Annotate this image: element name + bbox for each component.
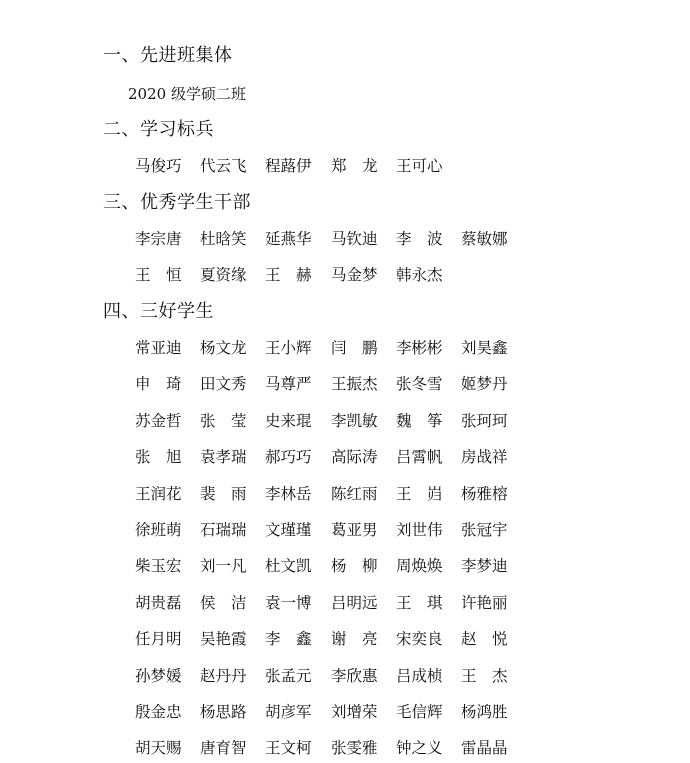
name-row	[135, 556, 555, 576]
student-name: 钟之义	[396, 739, 443, 757]
student-name: 王润花	[135, 485, 182, 503]
student-name: 杨鸿胜	[461, 703, 508, 721]
student-name: 张珂珂	[461, 412, 508, 430]
student-name: 代云飞	[200, 157, 247, 175]
student-name: 刘昊鑫	[461, 339, 508, 357]
student-name: 田文秀	[200, 375, 247, 393]
student-name: 郝巧巧	[265, 448, 312, 466]
name-row	[135, 447, 555, 467]
student-name: 姬梦丹	[461, 375, 508, 393]
student-name: 李彬彬	[396, 339, 443, 357]
student-name: 王 岿	[396, 485, 443, 503]
student-name: 张冬雪	[396, 375, 443, 393]
student-name: 刘世伟	[396, 521, 443, 539]
student-name: 史来琨	[265, 412, 312, 430]
student-name: 柴玉宏	[135, 557, 182, 575]
student-name: 张 旭	[135, 448, 182, 466]
name-row	[135, 338, 555, 358]
student-name: 韩永杰	[396, 266, 443, 284]
section-heading-study-model: 二、学习标兵	[103, 119, 214, 140]
student-name: 魏 筝	[396, 412, 443, 430]
student-name: 孙梦媛	[135, 667, 182, 685]
student-name: 王小辉	[265, 339, 312, 357]
student-name: 苏金哲	[135, 412, 182, 430]
student-name: 杨 柳	[331, 557, 378, 575]
student-name: 李欣惠	[331, 667, 378, 685]
student-name: 李 鑫	[265, 630, 312, 648]
student-name: 申 琦	[135, 375, 182, 393]
student-name: 杨思路	[200, 703, 247, 721]
student-name: 李林岳	[265, 485, 312, 503]
section-heading-outstanding-cadres: 三、优秀学生干部	[103, 192, 251, 213]
name-row	[135, 738, 555, 758]
student-name: 许艳丽	[461, 594, 508, 612]
student-name: 吴艳霞	[200, 630, 247, 648]
student-name: 杨雅榕	[461, 485, 508, 503]
student-name: 雷晶晶	[461, 739, 508, 757]
student-name: 李 波	[396, 230, 443, 248]
student-name: 赵 悦	[461, 630, 508, 648]
student-name: 胡彦军	[265, 703, 312, 721]
student-name: 马金梦	[331, 266, 378, 284]
student-name: 袁孝瑞	[200, 448, 247, 466]
student-name: 张雯雅	[331, 739, 378, 757]
student-name: 刘一凡	[200, 557, 247, 575]
student-name: 刘增荣	[331, 703, 378, 721]
student-name: 王 恒	[135, 266, 182, 284]
section-heading-merit-students: 四、三好学生	[103, 301, 214, 322]
student-name: 郑 龙	[331, 157, 378, 175]
student-name: 吕霄帆	[396, 448, 443, 466]
student-name: 杜文凯	[265, 557, 312, 575]
student-name: 吕成桢	[396, 667, 443, 685]
name-row	[135, 411, 555, 431]
student-name: 常亚迪	[135, 339, 182, 357]
student-name: 王 赫	[265, 266, 312, 284]
student-name: 周焕焕	[396, 557, 443, 575]
student-name: 马钦迪	[331, 230, 378, 248]
name-row	[135, 520, 555, 540]
student-name: 张冠宇	[461, 521, 508, 539]
student-name: 唐育智	[200, 739, 247, 757]
student-name: 王可心	[396, 157, 443, 175]
student-name: 文瑾瑾	[265, 521, 312, 539]
student-name: 任月明	[135, 630, 182, 648]
student-name: 夏资缘	[200, 266, 247, 284]
student-name: 杜晗笑	[200, 230, 247, 248]
student-name: 房战祥	[461, 448, 508, 466]
student-name: 杨文龙	[200, 339, 247, 357]
name-row	[135, 156, 555, 176]
student-name: 李宗唐	[135, 230, 182, 248]
student-name: 延燕华	[265, 230, 312, 248]
student-name: 马尊严	[265, 375, 312, 393]
name-row	[135, 484, 555, 504]
student-name: 侯 洁	[200, 594, 247, 612]
student-name: 蔡敏娜	[461, 230, 508, 248]
student-name: 吕明远	[331, 594, 378, 612]
student-name: 裴 雨	[200, 485, 247, 503]
student-name: 谢 亮	[331, 630, 378, 648]
student-name: 李梦迪	[461, 557, 508, 575]
student-name: 闫 鹏	[331, 339, 378, 357]
student-name: 赵丹丹	[200, 667, 247, 685]
student-name: 王文柯	[265, 739, 312, 757]
student-name: 殷金忠	[135, 703, 182, 721]
student-name: 张 莹	[200, 412, 247, 430]
advanced-class-name: 2020 级学硕二班	[128, 85, 246, 103]
student-name: 张孟元	[265, 667, 312, 685]
section-heading-advanced-class: 一、先进班集体	[103, 45, 233, 66]
student-name: 陈红雨	[331, 485, 378, 503]
student-name: 徐班萌	[135, 521, 182, 539]
name-row	[135, 666, 555, 686]
student-name: 王 琪	[396, 594, 443, 612]
student-name: 毛信辉	[396, 703, 443, 721]
name-row	[135, 629, 555, 649]
name-row	[135, 702, 555, 722]
student-name: 高际涛	[331, 448, 378, 466]
student-name: 葛亚男	[331, 521, 378, 539]
student-name: 王 杰	[461, 667, 508, 685]
student-name: 宋奕良	[396, 630, 443, 648]
student-name: 胡天赐	[135, 739, 182, 757]
name-row	[135, 265, 555, 285]
student-name: 胡贵磊	[135, 594, 182, 612]
student-name: 袁一博	[265, 594, 312, 612]
name-row	[135, 593, 555, 613]
student-name: 王振杰	[331, 375, 378, 393]
student-name: 李凯敏	[331, 412, 378, 430]
name-row	[135, 374, 555, 394]
name-row	[135, 229, 555, 249]
student-name: 石瑞瑞	[200, 521, 247, 539]
student-name: 马俊巧	[135, 157, 182, 175]
student-name: 程蕗伊	[265, 157, 312, 175]
